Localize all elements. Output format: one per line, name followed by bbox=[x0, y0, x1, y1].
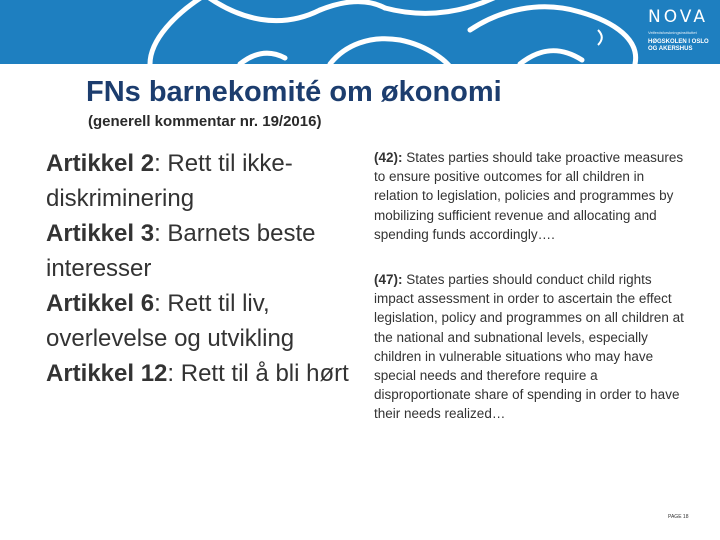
quote-item bbox=[374, 270, 686, 424]
quote-number: (47): bbox=[374, 272, 403, 288]
slide-title: FNs barnekomité om økonomi bbox=[86, 76, 502, 108]
article-item bbox=[46, 286, 356, 356]
header-banner bbox=[0, 0, 720, 64]
quote-item bbox=[374, 148, 686, 244]
institution-line-1: HØGSKOLEN I OSLO bbox=[648, 39, 709, 45]
article-item bbox=[46, 146, 356, 216]
article-text: : Rett til ikke-diskriminering bbox=[46, 150, 293, 212]
logo-brand: NOVA bbox=[648, 7, 708, 27]
quote-text: States parties should take proactive measures to ensure positive outcomes for all children in relation to legislation, policies and programmes by mobilizing sufficient revenue and allocating and spending funds accordingly…. bbox=[374, 150, 684, 242]
slide-subtitle: (generell kommentar nr. 19/2016) bbox=[88, 113, 322, 130]
article-text: : Rett til å bli hørt bbox=[167, 360, 349, 387]
article-item bbox=[46, 216, 356, 286]
article-text: : Rett til liv, overlevelse og utvikling bbox=[46, 290, 295, 352]
header-illustration bbox=[0, 0, 720, 64]
logo-institution bbox=[648, 39, 714, 53]
nova-logo bbox=[648, 8, 714, 60]
logo-subtitle: Velferdsforskningsinstituttet bbox=[648, 30, 697, 35]
article-label: Artikkel 2 bbox=[46, 150, 155, 177]
article-label: Artikkel 3 bbox=[46, 220, 155, 247]
article-text: : Barnets beste interesser bbox=[46, 220, 316, 282]
quote-list bbox=[374, 148, 686, 424]
article-label: Artikkel 6 bbox=[46, 290, 155, 317]
page-number: PAGE 18 bbox=[668, 514, 689, 520]
quote-text: States parties should conduct child rights impact assessment in order to ascertain the effect legislation, policy and programmes on all children at the national and subnational levels, especially children in vulnerable situations who may have special needs and therefore require a disproportionate share of spending in order to have their needs realized… bbox=[374, 272, 684, 422]
article-list bbox=[46, 146, 356, 391]
quote-number: (42): bbox=[374, 150, 403, 165]
article-item bbox=[46, 356, 356, 391]
article-label: Artikkel 12 bbox=[46, 360, 168, 387]
institution-line-2: OG AKERSHUS bbox=[648, 46, 693, 52]
